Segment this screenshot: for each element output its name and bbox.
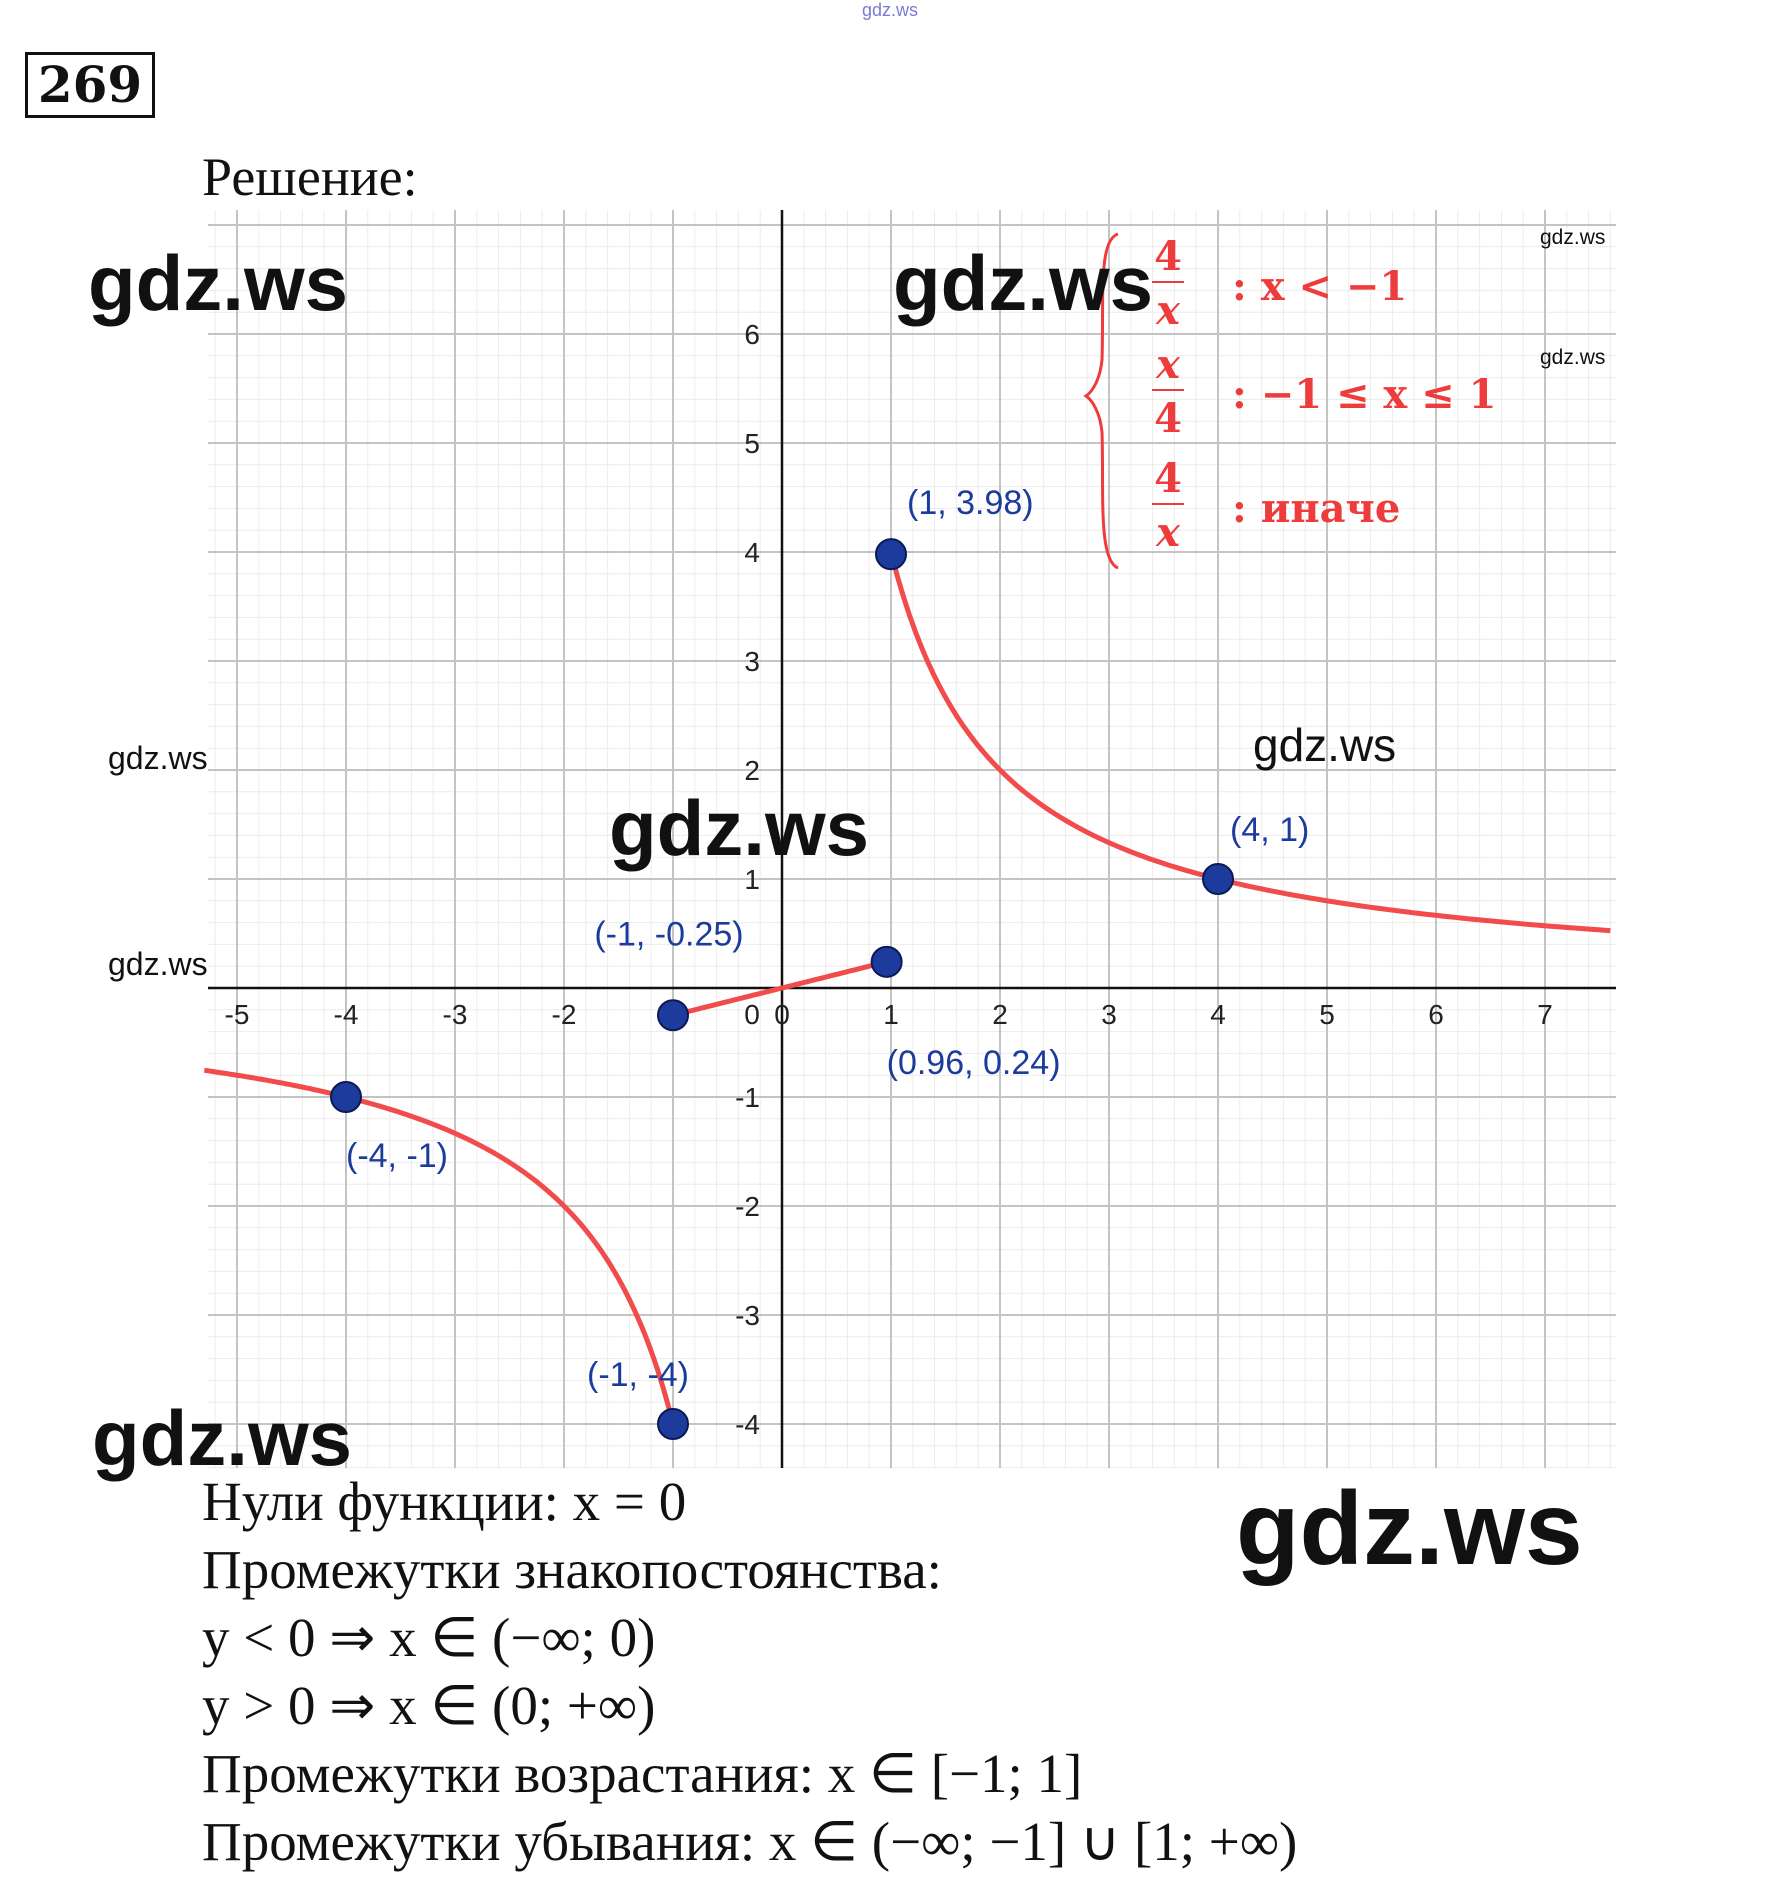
increase-interval: Промежутки возрастания: x ∈ [−1; 1] [202,1743,1083,1804]
point-label: (0.96, 0.24) [886,1043,1061,1082]
x-tick-label: -5 [224,999,250,1030]
x-tick-label: -3 [442,999,468,1030]
watermark: gdz.ws [609,784,870,872]
positive-interval: y > 0 ⇒ x ∈ (0; +∞) [202,1675,656,1736]
y-tick-label: 5 [744,428,760,459]
origin-label: 0 [744,999,760,1030]
watermark-top: gdz.ws [862,0,919,20]
y-tick-label: 4 [744,537,760,568]
watermark: gdz.ws [108,740,208,776]
formula-numerator: 4 [1154,233,1182,280]
points [331,484,1309,1439]
data-point [1203,864,1233,894]
watermark: gdz.ws [893,239,1154,327]
x-tick-label: 6 [1428,999,1444,1030]
formula-denominator: 4 [1154,395,1182,442]
y-tick-label: -4 [735,1409,760,1440]
data-point [658,1000,688,1030]
watermark: gdz.ws [1236,1471,1583,1587]
y-tick-label: -3 [735,1300,760,1331]
y-tick-label: 6 [744,319,760,350]
x-tick-label: 4 [1210,999,1226,1030]
data-point [876,539,906,569]
x-tick-label: 2 [992,999,1008,1030]
formula-condition: : иначе [1232,485,1401,532]
formula-denominator: x [1156,509,1180,556]
y-tick-label: -1 [735,1082,760,1113]
formula-numerator: x [1156,341,1180,388]
point-label: (4, 1) [1230,811,1310,849]
data-point [658,1409,688,1439]
data-point [331,1082,361,1112]
solution-label: Решение: [202,147,418,207]
formula-numerator: 4 [1154,455,1182,502]
data-point [872,947,902,977]
watermark: gdz.ws [108,946,208,982]
y-tick-label: 1 [744,864,760,895]
y-tick-label: 3 [744,646,760,677]
x-tick-label: -2 [551,999,577,1030]
point-label: (-1, -0.25) [594,915,744,954]
watermark: gdz.ws [1540,346,1606,369]
y-tick-label: -2 [735,1191,760,1222]
zeros-line: Нули функции: x = 0 [202,1471,687,1532]
formula-condition: : x < −1 [1232,263,1408,310]
watermark: gdz.ws [1540,226,1606,249]
watermark: gdz.ws [88,239,349,327]
point-label: (-4, -1) [346,1137,448,1175]
x-tick-label: -4 [333,999,359,1030]
x-tick-label: 7 [1537,999,1553,1030]
x-tick-label: 3 [1101,999,1117,1030]
negative-interval: y < 0 ⇒ x ∈ (−∞; 0) [202,1607,656,1668]
y-tick-label: 2 [744,755,760,786]
point-label: (-1, -4) [587,1356,689,1394]
formula-denominator: x [1156,287,1180,334]
task-number: 269 [25,52,155,118]
answers [202,1468,1297,1876]
x-tick-label: 1 [883,999,899,1030]
decrease-interval: Промежутки убывания: x ∈ (−∞; −1] ∪ [1; +∞) [202,1811,1298,1872]
x-tick-label: 5 [1319,999,1335,1030]
watermark: gdz.ws [92,1394,353,1482]
sign-title: Промежутки знакопостоянства: [202,1539,942,1600]
point-label: (1, 3.98) [907,484,1034,523]
x-tick-label: 0 [774,999,790,1030]
formula-condition: : −1 ≤ x ≤ 1 [1232,371,1497,418]
watermark: gdz.ws [1253,719,1397,771]
